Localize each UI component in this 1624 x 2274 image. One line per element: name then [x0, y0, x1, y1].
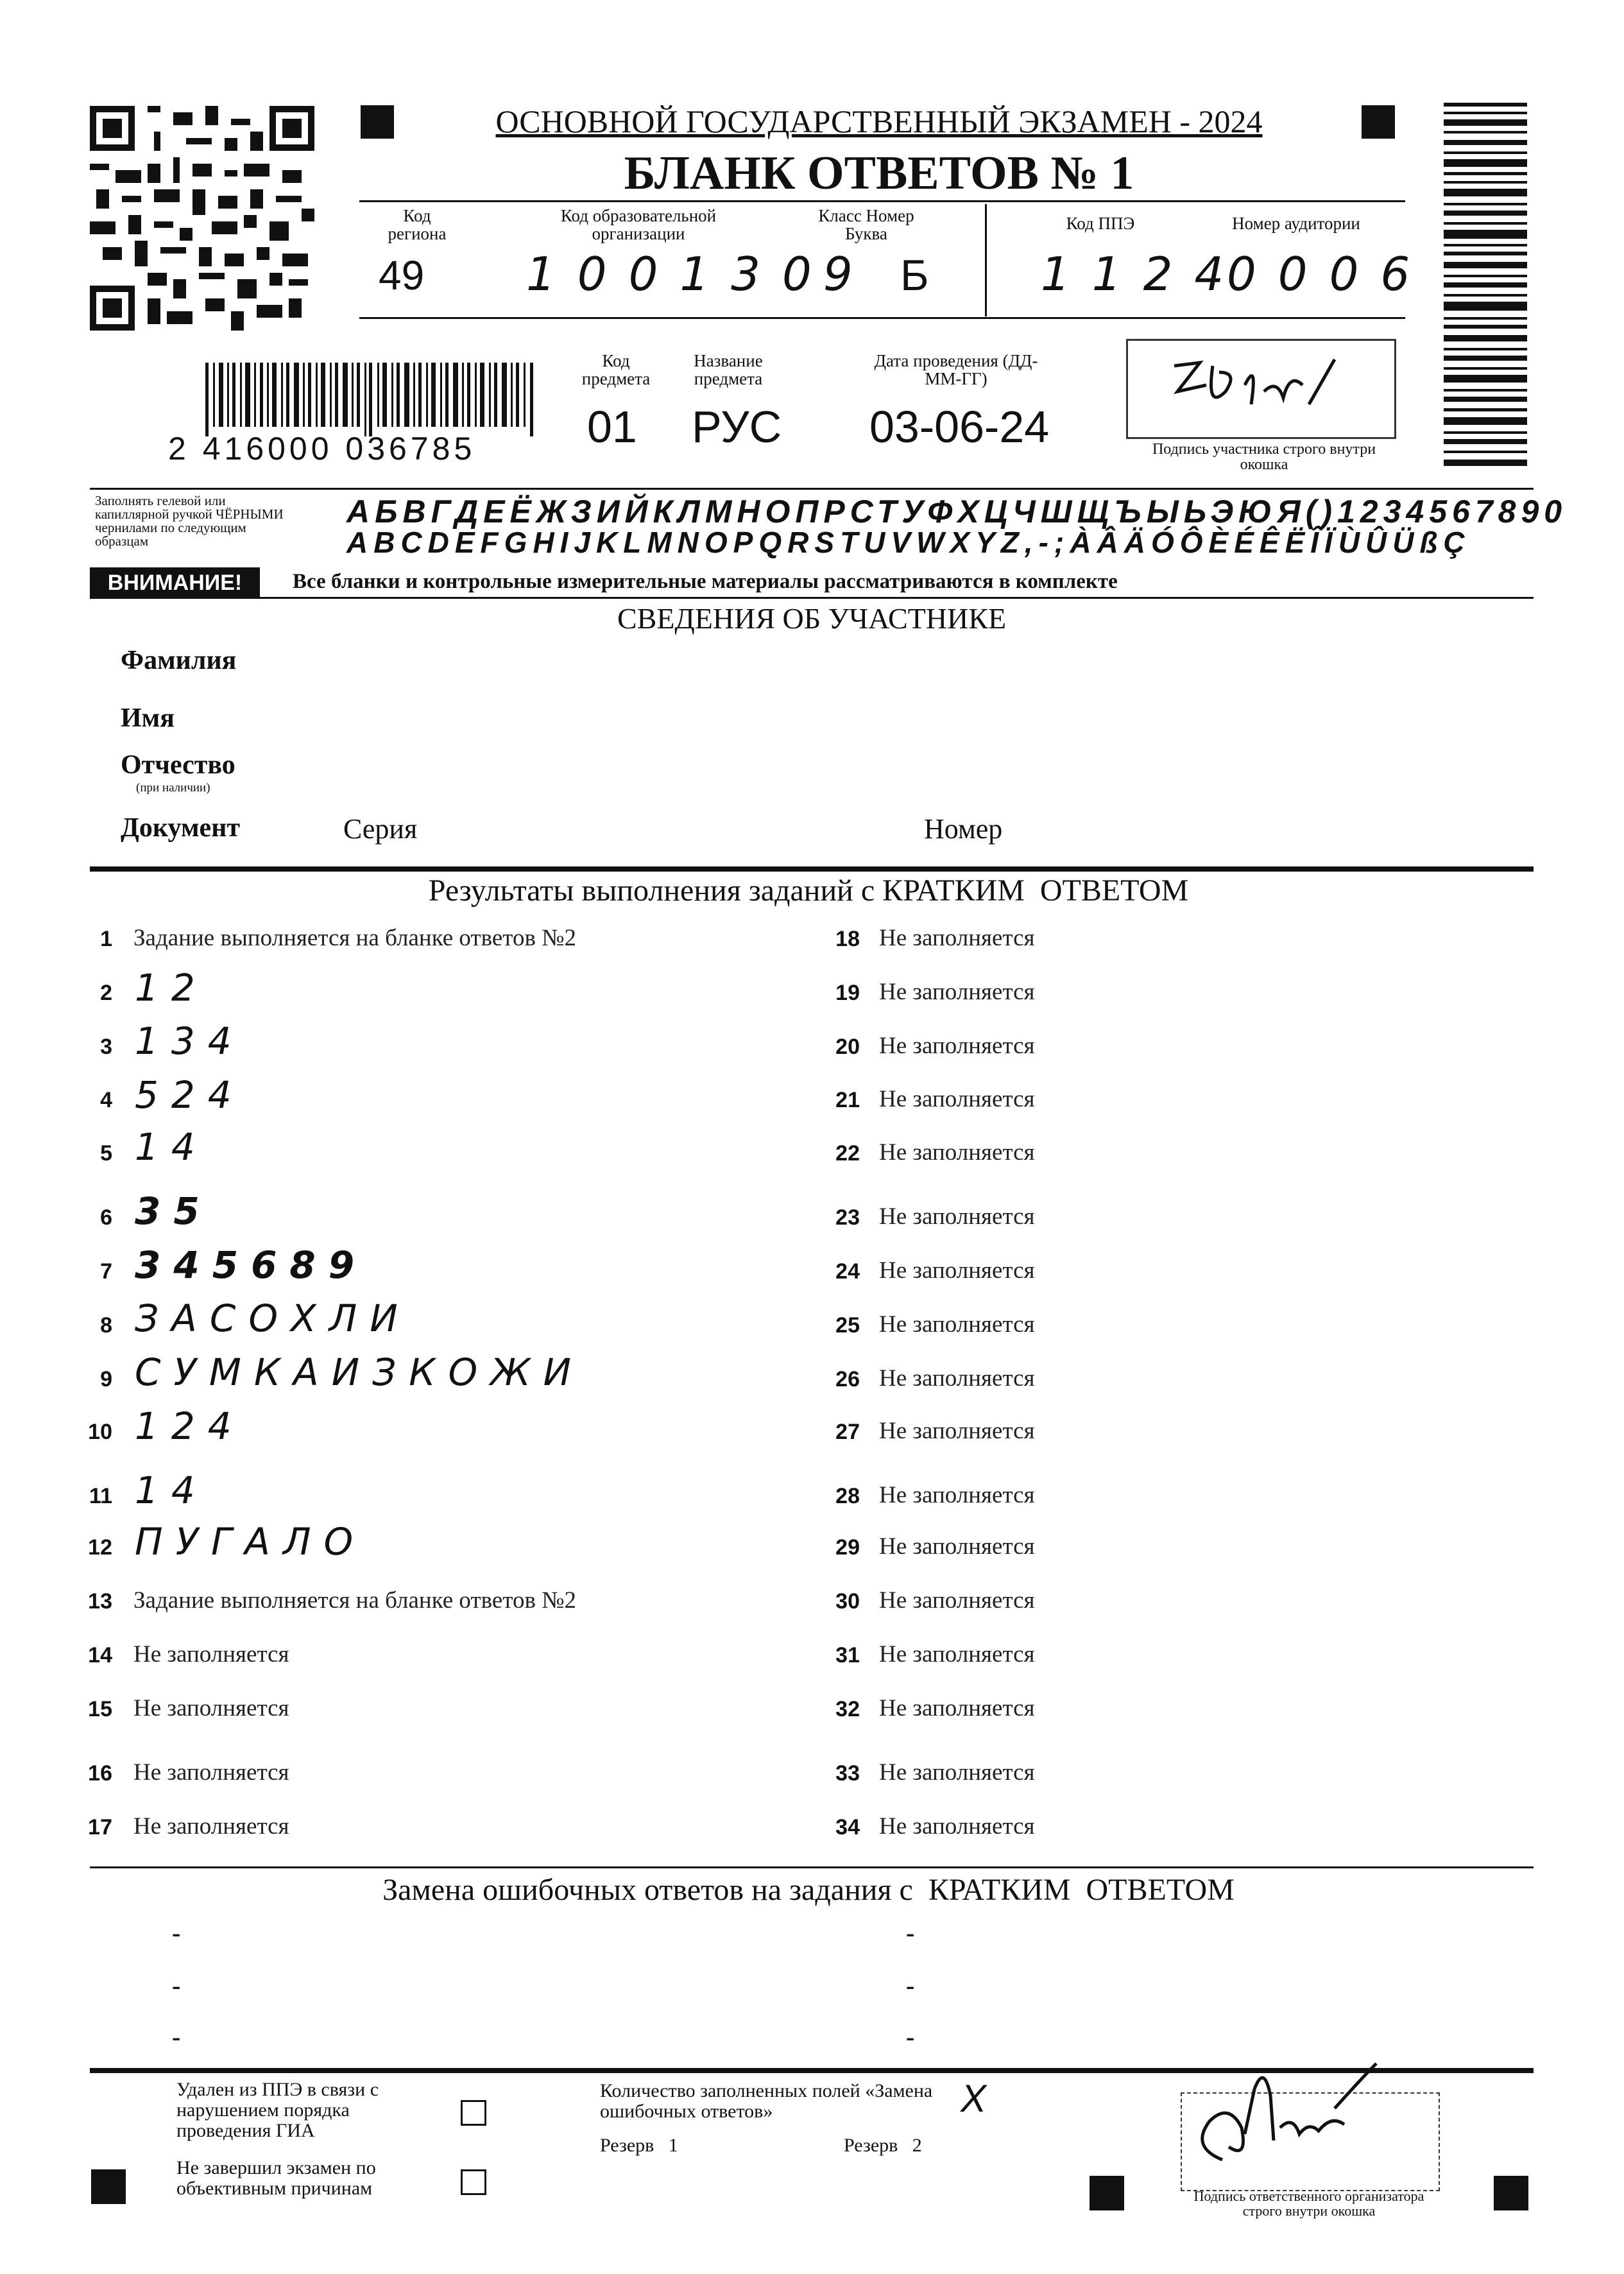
task-answer: 14	[135, 1469, 208, 1512]
task-answer: Не заполняется	[133, 1641, 289, 1667]
task-answer: Не заполняется	[133, 1695, 289, 1721]
task-answer: 524	[135, 1073, 244, 1117]
class-number-value: 9	[823, 247, 867, 301]
organizer-signature	[1184, 2051, 1428, 2179]
replacement-slot: -	[906, 2022, 915, 2051]
task-number: 22	[835, 1141, 860, 1166]
replacement-slot: -	[172, 1918, 181, 1947]
task-answer: Не заполняется	[879, 1813, 1035, 1839]
attention-text: Все бланки и контрольные измерительные материалы рассматриваются в комплекте	[293, 570, 1118, 593]
task-number: 11	[89, 1484, 112, 1508]
task-number: 12	[88, 1535, 112, 1560]
task-number: 31	[835, 1643, 860, 1667]
room-number-value: 0006	[1227, 247, 1432, 301]
not-finished-label: Не завершил экзамен по объективным причинам	[176, 2157, 376, 2199]
task-answer: Задание выполняется на бланке ответов №2	[133, 1587, 576, 1614]
task-number: 25	[835, 1313, 860, 1338]
task-number: 24	[835, 1259, 860, 1284]
participant-signature	[1155, 347, 1380, 430]
replacement-slot: -	[906, 1918, 915, 1947]
task-number: 29	[835, 1535, 860, 1560]
series-label: Серия	[343, 813, 418, 845]
task-number: 21	[835, 1088, 860, 1112]
task-number: 23	[835, 1205, 860, 1230]
task-answer: Не заполняется	[879, 1641, 1035, 1667]
task-number: 19	[835, 981, 860, 1005]
subject-name-label: Название предмета	[694, 351, 763, 388]
replacement-top-rule	[90, 1866, 1534, 1868]
task-answer: 345689	[135, 1243, 368, 1287]
task-answer: Не заполняется	[879, 1311, 1035, 1338]
filled-count-label: Количество заполненных полей «Замена ошибочных ответов»	[600, 2080, 933, 2122]
replacement-slot: -	[906, 1971, 915, 2000]
patronymic-label: Отчество	[121, 750, 235, 780]
task-number: 34	[835, 1815, 860, 1839]
task-number: 10	[88, 1420, 112, 1444]
results-top-rule	[90, 866, 1534, 872]
task-answer: Задание выполняется на бланке ответов №2	[133, 925, 576, 951]
task-answer: Не заполняется	[879, 1257, 1035, 1284]
task-number: 33	[835, 1761, 860, 1786]
task-number: 9	[100, 1367, 112, 1391]
reserve-1: Резерв 1	[600, 2135, 678, 2156]
task-answer: Не заполняется	[133, 1813, 289, 1839]
samples-top-rule	[90, 488, 1534, 490]
date-value: 03-06-24	[869, 402, 1050, 452]
task-number: 15	[88, 1697, 112, 1721]
task-number: 26	[835, 1367, 860, 1391]
class-label: Класс Номер Буква	[818, 206, 914, 243]
task-number: 2	[100, 981, 112, 1005]
surname-label: Фамилия	[121, 646, 237, 675]
task-number: 7	[100, 1259, 112, 1284]
ppe-code-label: Код ППЭ	[1066, 214, 1135, 233]
registration-mark	[1494, 2176, 1528, 2210]
form-title: БЛАНК ОТВЕТОВ № 1	[624, 147, 1134, 200]
task-number: 6	[100, 1205, 112, 1230]
registration-mark	[91, 2169, 126, 2204]
task-answer: Не заполняется	[879, 1139, 1035, 1166]
participant-signature-caption: Подпись участника строго внутри окошка	[1152, 441, 1376, 473]
task-answer: Не заполняется	[133, 1759, 289, 1786]
task-answer: 134	[135, 1019, 244, 1063]
task-number: 8	[100, 1313, 112, 1338]
task-number: 1	[100, 927, 112, 951]
task-answer: Не заполняется	[879, 1203, 1035, 1230]
task-answer: Не заполняется	[879, 1033, 1035, 1059]
task-number: 5	[100, 1141, 112, 1166]
task-answer: Не заполняется	[879, 1533, 1035, 1560]
task-answer: Не заполняется	[879, 1086, 1035, 1112]
subject-name-value: РУС	[692, 402, 782, 452]
patronymic-note: (при наличии)	[136, 781, 210, 795]
removed-checkbox[interactable]	[461, 2100, 486, 2126]
task-number: 4	[100, 1088, 112, 1112]
task-answer: Не заполняется	[879, 1365, 1035, 1391]
samples-instruction: Заполнять гелевой или капиллярной ручкой ЧЁРНЫМИ чернилами по следующим образцам	[95, 493, 284, 549]
registration-mark	[1090, 2176, 1124, 2210]
number-label: Номер	[924, 813, 1003, 845]
task-number: 20	[835, 1035, 860, 1059]
task-number: 28	[835, 1484, 860, 1508]
org-code-value: 100130	[526, 247, 833, 301]
date-label: Дата проведения (ДД-ММ-ГГ)	[874, 351, 1038, 388]
subject-barcode	[205, 363, 539, 436]
task-answer: 12	[135, 966, 208, 1010]
task-answer: ЗАСОХЛИ	[135, 1296, 411, 1340]
subject-code-label: Код предмета	[581, 351, 651, 388]
task-answer: Не заполняется	[879, 1695, 1035, 1721]
room-number-label: Номер аудитории	[1232, 214, 1360, 233]
header-divider	[985, 204, 987, 316]
not-finished-checkbox[interactable]	[461, 2169, 486, 2195]
cyrillic-sample-row: АБВГДЕЁЖЗИЙКЛМНОПРСТУФХЦЧШЩЪЫЬЭЮЯ()1234567890	[346, 494, 1568, 530]
organizer-signature-caption: Подпись ответственного организатора строго внутри окошка	[1193, 2188, 1424, 2219]
document-label: Документ	[121, 813, 241, 843]
attention-badge: ВНИМАНИЕ!	[90, 567, 260, 598]
results-section-title: Результаты выполнения заданий с КРАТКИМ ОТВЕТОМ	[428, 874, 1189, 908]
region-code-label: Код региона	[388, 206, 447, 243]
barcode-number: 2 416000 036785	[168, 431, 476, 467]
task-answer: Не заполняется	[879, 1759, 1035, 1786]
participant-section-title: СВЕДЕНИЯ ОБ УЧАСТНИКЕ	[617, 602, 1007, 635]
task-number: 18	[835, 927, 860, 951]
task-number: 32	[835, 1697, 860, 1721]
task-answer: СУМКАИЗКОЖИ	[135, 1350, 585, 1394]
task-answer: Не заполняется	[879, 979, 1035, 1005]
task-number: 30	[835, 1589, 860, 1614]
replacement-slot: -	[172, 2022, 181, 2051]
subject-code-value: 01	[587, 402, 637, 452]
task-number: 13	[88, 1589, 112, 1614]
class-letter-value: Б	[900, 251, 929, 300]
task-answer: 35	[135, 1189, 212, 1233]
task-number: 3	[100, 1035, 112, 1059]
org-code-label: Код образовательной организации	[560, 206, 717, 243]
qr-code	[90, 106, 314, 331]
replacement-slot: -	[172, 1971, 181, 2000]
task-answer: ПУГАЛО	[135, 1520, 366, 1563]
registration-mark	[361, 105, 394, 139]
filled-count-value: X	[961, 2077, 987, 2120]
task-answer: Не заполняется	[879, 1418, 1035, 1444]
task-number: 14	[88, 1643, 112, 1667]
exam-title: ОСНОВНОЙ ГОСУДАРСТВЕННЫЙ ЭКЗАМЕН - 2024	[495, 103, 1263, 139]
task-number: 16	[88, 1761, 112, 1786]
reserve-2: Резерв 2	[844, 2135, 922, 2156]
task-answer: 124	[135, 1404, 244, 1448]
attention-rule	[90, 597, 1534, 599]
side-barcode	[1444, 103, 1527, 475]
task-number: 27	[835, 1420, 860, 1444]
name-label: Имя	[121, 703, 175, 733]
region-code-value: 49	[379, 252, 425, 298]
latin-sample-row: ABCDEFGHIJKLMNOPQRSTUVWXYZ,-;ÀÂÄÓÔÈÉÊËÎÏÙÛÜßÇ	[346, 526, 1471, 559]
task-answer: Не заполняется	[879, 1587, 1035, 1614]
header-rule	[359, 200, 1405, 202]
ppe-code-value: 1124	[1041, 247, 1246, 301]
removed-label: Удален из ППЭ в связи с нарушением порядка проведения ГИА	[176, 2079, 379, 2141]
replacement-section-title: Замена ошибочных ответов на задания с КРАТКИМ ОТВЕТОМ	[382, 1873, 1235, 1907]
codes-rule	[359, 317, 1405, 319]
task-answer: 14	[135, 1125, 208, 1169]
task-number: 17	[88, 1815, 112, 1839]
task-answer: Не заполняется	[879, 925, 1035, 951]
task-answer: Не заполняется	[879, 1482, 1035, 1508]
registration-mark	[1362, 105, 1395, 139]
